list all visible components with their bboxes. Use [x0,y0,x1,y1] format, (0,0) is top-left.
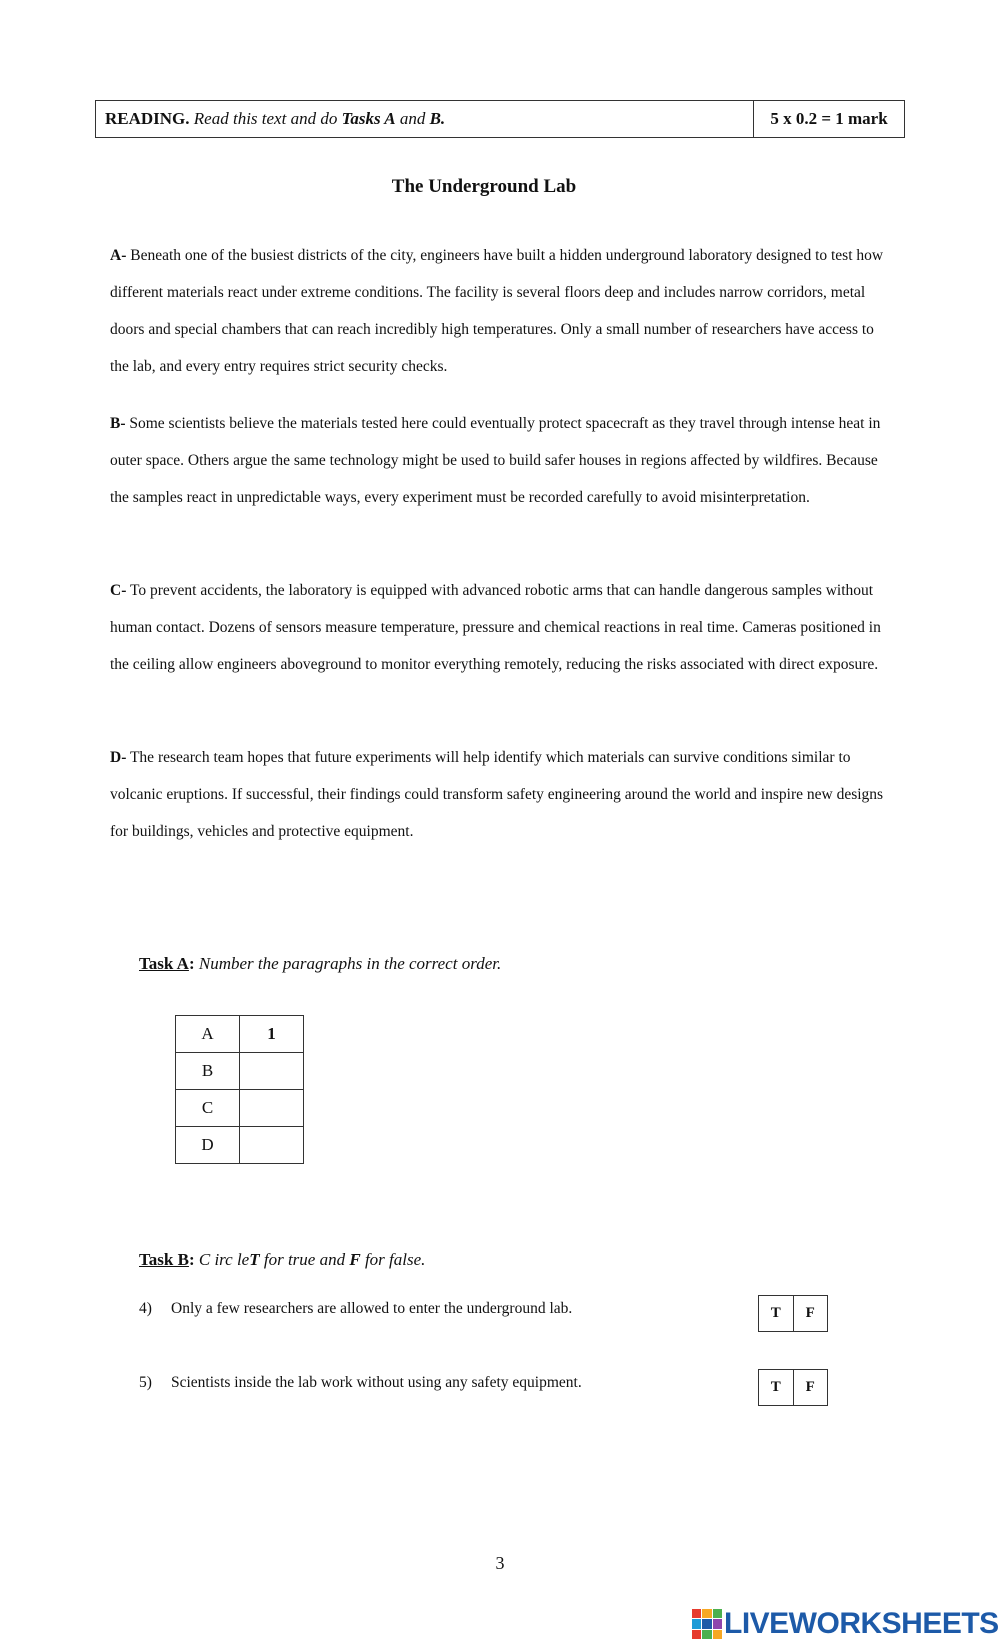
paragraph-letter: C- [110,582,127,599]
logo-square [702,1619,711,1628]
paragraph-letter: B- [110,415,126,432]
paragraph-text: The research team hopes that future experiments will help identify which materials can survive conditions similar to volcanic eruptions. If successful, their findings could transform safety engineering around the world and inspire new designs for buildings, vehicles and protective equipment. [110,749,884,840]
true-option[interactable]: T [759,1296,794,1331]
true-false-box-4 [758,1295,828,1332]
logo-grid-icon [692,1609,722,1639]
false-option[interactable]: F [805,1305,815,1321]
true-option[interactable]: T [759,1370,794,1405]
paragraph-text: To prevent accidents, the laboratory is equipped with advanced robotic arms that can handle dangerous samples without human contact. Dozens of sensors measure temperature, pressure and chemical reactions in real time. Cameras positioned in the ceiling allow engineers aboveground to monitor everything remotely, reducing the risks associated with direct exposure. [110,582,881,673]
reading-label: READING. [105,109,190,128]
row-letter: C [176,1090,240,1127]
row-letter: B [176,1053,240,1090]
statement-number: 4) [139,1300,152,1317]
logo-square [692,1619,701,1628]
true-false-box-5 [758,1369,828,1406]
logo-text: LIVEWORKSHEETS [724,1607,999,1640]
paragraph-text: Some scientists believe the materials tested here could eventually protect spacecraft as they travel through intense heat in outer space. Others argue the same technology might be used to build safer houses in regions affected by wildfires. Because the samples react in unpredictable ways, every experiment must be recorded carefully to avoid misinterpretation. [110,415,881,506]
paragraph-order-table [175,1015,304,1164]
paragraph-letter: A- [110,247,127,264]
order-answer-cell[interactable] [240,1127,304,1164]
row-letter: A [176,1016,240,1053]
table-row [176,1053,304,1090]
liveworksheets-logo [692,1607,999,1641]
statement-5 [139,1374,839,1392]
table-row [176,1127,304,1164]
marks-label: 5 x 0.2 = 1 mark [770,109,888,128]
table-row [176,1016,304,1053]
task-a-label: Task A [139,954,189,973]
paragraph-letter: D- [110,749,127,766]
task-a-heading [139,954,501,974]
paragraph-d [110,739,890,850]
task-b-t-letter: T [249,1250,260,1269]
order-answer-cell[interactable] [240,1090,304,1127]
row-letter: D [176,1127,240,1164]
task-b-f-letter: F [349,1250,361,1269]
tasks-a-label: Tasks A [341,109,396,128]
table-row [176,1090,304,1127]
task-b-colon: : [188,1250,195,1269]
page-title: The Underground Lab [391,176,577,197]
logo-square [713,1619,722,1628]
paragraph-b [110,405,890,516]
task-b-heading [139,1250,425,1270]
logo-square [702,1609,711,1618]
paragraph-text: Beneath one of the busiest districts of the city, engineers have built a hidden underground laboratory designed to test how different materials react under extreme conditions. The facility is several floors deep and includes narrow corridors, metal doors and special chambers that can reach incredibly high temperatures. Only a small number of researchers have access to the lab, and every entry requires strict security checks. [110,247,884,375]
order-answer-cell[interactable] [240,1053,304,1090]
logo-square [692,1609,701,1618]
paragraph-c [110,572,890,683]
and-word: and [399,109,426,128]
paragraph-a [110,237,890,385]
task-a-instruction: Number the paragraphs in the correct order. [198,954,502,973]
task-b-label: Task B [139,1250,189,1269]
logo-square [713,1609,722,1618]
task-a-colon: : [188,954,195,973]
page-number: 3 [495,1553,505,1573]
statement-text: Only a few researchers are allowed to enter the underground lab. [171,1300,573,1317]
order-answer-cell[interactable]: 1 [240,1016,304,1053]
logo-square [692,1630,701,1639]
b-letter: B. [429,109,446,128]
task-b-instruction-2: for true and [263,1250,346,1269]
logo-square [713,1630,722,1639]
statement-4 [139,1300,839,1318]
false-option[interactable]: F [805,1379,815,1395]
statement-text: Scientists inside the lab work without using any safety equipment. [171,1374,582,1391]
header-box [95,100,905,138]
task-b-instruction-1: C irc le [198,1250,250,1269]
statement-number: 5) [139,1374,152,1391]
logo-square [702,1630,711,1639]
instruction-prefix: Read this text and do [193,109,338,128]
task-b-instruction-3: for false. [364,1250,426,1269]
header-instruction [96,101,754,137]
